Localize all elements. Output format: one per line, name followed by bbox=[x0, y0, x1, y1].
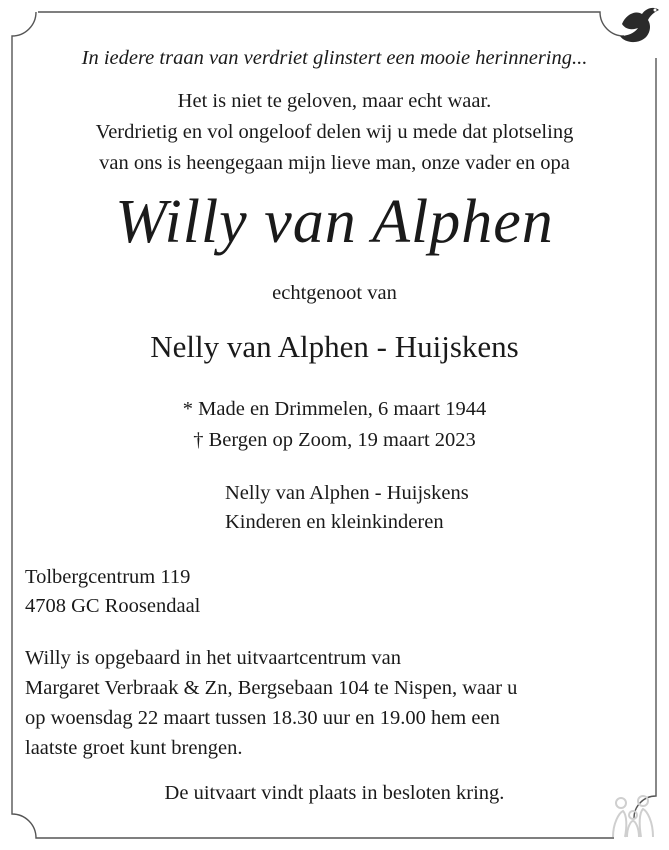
spouse-label: echtgenoot van bbox=[272, 282, 397, 304]
family-line: Kinderen en kleinkinderen bbox=[225, 511, 444, 533]
viewing-line: Willy is opgebaard in het uitvaartcentrum van bbox=[25, 647, 402, 669]
dove-logo-icon bbox=[612, 4, 662, 50]
viewing-info bbox=[25, 643, 650, 763]
family-signature bbox=[225, 479, 469, 537]
life-dates bbox=[0, 394, 669, 456]
closing-note: De uitvaart vindt plaats in besloten kring. bbox=[164, 782, 505, 804]
family-line: Nelly van Alphen - Huijskens bbox=[225, 482, 469, 504]
intro-line: van ons is heengegaan mijn lieve man, onze vader en opa bbox=[99, 152, 570, 174]
address-city: 4708 GC Roosendaal bbox=[25, 595, 201, 617]
intro-line: Het is niet te geloven, maar echt waar. bbox=[177, 90, 492, 112]
correspondence-address bbox=[25, 563, 200, 621]
address-street: Tolbergcentrum 119 bbox=[25, 566, 191, 588]
family-figures-icon bbox=[609, 793, 657, 839]
spouse-name: Nelly van Alphen - Huijskens bbox=[150, 329, 519, 364]
viewing-line: op woensdag 22 maart tussen 18.30 uur en 19.00 hem een bbox=[25, 707, 500, 729]
intro-line: Verdrietig en vol ongeloof delen wij u mede dat plotseling bbox=[95, 121, 574, 143]
viewing-line: laatste groet kunt brengen. bbox=[25, 737, 243, 759]
birth-date: * Made en Drimmelen, 6 maart 1944 bbox=[182, 398, 487, 420]
viewing-line: Margaret Verbraak & Zn, Bergsebaan 104 te Nispen, waar u bbox=[25, 677, 518, 699]
deceased-name: Willy van Alphen bbox=[115, 188, 554, 256]
intro-text bbox=[0, 86, 669, 179]
death-date: † Bergen op Zoom, 19 maart 2023 bbox=[193, 429, 476, 451]
motto: In iedere traan van verdriet glinstert een mooie herinnering... bbox=[81, 47, 588, 69]
